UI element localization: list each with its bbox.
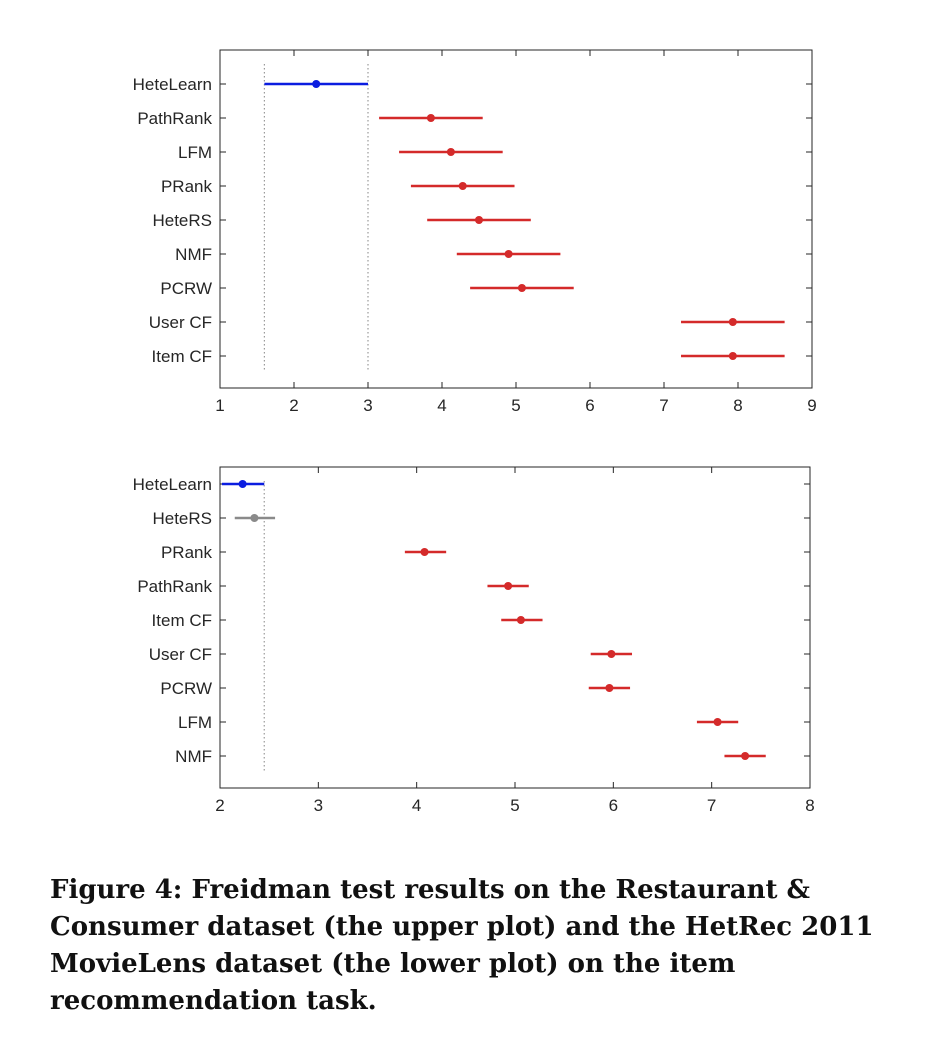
upper-x-tick-label: 1: [215, 396, 225, 415]
lower-mean-point-item-cf: [517, 616, 525, 624]
lower-x-tick-label: 2: [215, 796, 225, 815]
lower-mean-point-prank: [421, 548, 429, 556]
upper-mean-point-nmf: [505, 250, 513, 258]
upper-x-tick-label: 4: [437, 396, 447, 415]
upper-mean-point-prank: [459, 182, 467, 190]
lower-y-label: PathRank: [137, 577, 212, 596]
lower-y-label: PCRW: [160, 679, 212, 698]
upper-mean-point-hetelearn: [312, 80, 320, 88]
upper-y-label: PCRW: [160, 279, 212, 298]
lower-y-label: User CF: [148, 645, 212, 664]
upper-x-tick-label: 5: [511, 396, 521, 415]
upper-x-tick-label: 7: [659, 396, 669, 415]
upper-y-label: User CF: [148, 313, 212, 332]
upper-mean-point-pathrank: [427, 114, 435, 122]
figure-caption: Figure 4: Freidman test results on the Restaurant & Consumer dataset (the upper plot) and the HetRec 2011 MovieLens dataset (the lower plot) on the item recommendation task.: [50, 875, 874, 1016]
upper-y-label: LFM: [178, 143, 212, 162]
lower-x-tick-label: 8: [805, 796, 815, 815]
upper-mean-point-pcrw: [518, 284, 526, 292]
lower-x-tick-label: 3: [313, 796, 324, 815]
upper-y-label: NMF: [175, 245, 212, 264]
lower-x-tick-label: 6: [608, 796, 619, 815]
lower-mean-point-pathrank: [504, 582, 512, 590]
upper-x-tick-label: 6: [585, 396, 595, 415]
lower-mean-point-pcrw: [605, 684, 613, 692]
lower-axes-box: [220, 467, 810, 788]
lower-y-label: Item CF: [151, 611, 212, 630]
lower-mean-point-heters: [250, 514, 258, 522]
lower-plot: [133, 467, 815, 815]
lower-y-label: HeteLearn: [132, 475, 212, 494]
lower-mean-point-nmf: [741, 752, 749, 760]
upper-mean-point-item-cf: [729, 352, 737, 360]
lower-mean-point-lfm: [714, 718, 722, 726]
upper-x-tick-label: 9: [807, 396, 817, 415]
lower-mean-point-hetelearn: [239, 480, 247, 488]
upper-plot: [133, 50, 817, 415]
upper-y-label: PRank: [160, 177, 212, 196]
lower-y-label: HeteRS: [152, 509, 212, 528]
upper-y-label: Item CF: [151, 347, 212, 366]
lower-y-label: LFM: [178, 713, 212, 732]
lower-x-tick-label: 4: [411, 796, 422, 815]
upper-y-label: PathRank: [137, 109, 212, 128]
upper-x-tick-label: 8: [733, 396, 743, 415]
upper-mean-point-heters: [475, 216, 483, 224]
upper-mean-point-lfm: [447, 148, 455, 156]
lower-y-label: PRank: [160, 543, 212, 562]
lower-x-tick-label: 5: [510, 796, 520, 815]
lower-y-label: NMF: [175, 747, 212, 766]
lower-mean-point-user-cf: [607, 650, 615, 658]
upper-y-label: HeteLearn: [132, 75, 212, 94]
upper-mean-point-user-cf: [729, 318, 737, 326]
upper-x-tick-label: 2: [289, 396, 299, 415]
lower-x-tick-label: 7: [706, 796, 717, 815]
upper-y-label: HeteRS: [152, 211, 212, 230]
upper-x-tick-label: 3: [363, 396, 373, 415]
